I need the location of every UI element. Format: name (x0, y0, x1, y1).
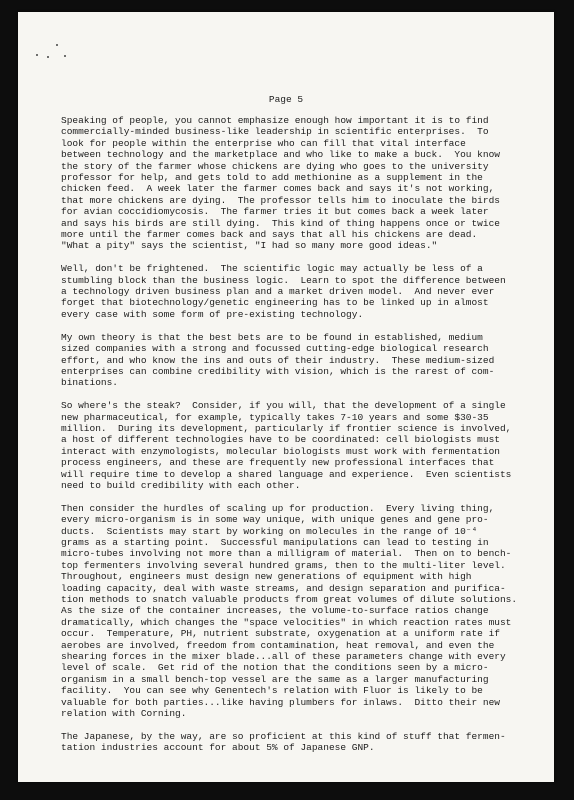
text-line: more until the farmer comes back and says that all his chickens are dead. (61, 229, 478, 241)
text-line: enterprises can combine credibility with vision, which is the rarest of com- (61, 365, 495, 377)
paragraph (61, 503, 521, 720)
text-line: Then consider the hurdles of scaling up for production. Every living thing, (61, 502, 495, 514)
text-line: stumbling block than the business logic. Learn to spot the difference between (61, 274, 506, 286)
text-line: effort, and who know the ins and outs of their industry. These medium-sized (61, 354, 495, 366)
text-line: tion methods to snatch valuable products from great volumes of dilute solutions. (61, 594, 518, 605)
text-line: the story of the farmer whose chickens are dying who goes to the university (61, 160, 489, 172)
text-line: shearing forces in the mixer blade...all of these parameters change with every (61, 651, 506, 663)
text-line: need to build credibility with each other. (61, 479, 301, 491)
text-line: new pharmaceutical, for example, typically takes 7-10 years and some $30-35 (61, 411, 489, 423)
text-line: for avian coccidiomycosis. The farmer tries it but comes back a week later (61, 206, 489, 218)
text-line: Speaking of people, you cannot emphasize enough how important it is to find (61, 115, 489, 126)
document-page (18, 12, 554, 782)
text-line: interact with enzymologists, molecular biologists must work with fermentation (61, 445, 500, 457)
text-line: chicken feed. A week later the farmer comes back and says it's not working, (61, 183, 495, 195)
text-line: As the size of the container increases, the volume-to-surface ratios change (61, 605, 489, 617)
text-line: binations. (61, 377, 119, 389)
paragraph (61, 400, 521, 491)
text-line: that more chickens are dying. The professor tells him to inoculate the birds (61, 194, 500, 206)
text-line: commercially-minded business-like leadership in scientific enterprises. To (61, 126, 489, 138)
text-line: dramatically, which changes the "space velocities" in which reaction rates must (61, 616, 512, 628)
text-line: professor for help, and gets told to add methionine as a supplement in the (61, 172, 483, 184)
text-line: will require time to develop a shared language and experience. Even scientists (61, 468, 512, 480)
paragraph (61, 115, 521, 252)
paragraph (61, 332, 521, 389)
speck (64, 55, 66, 57)
text-line: tation industries account for about 5% of Japanese GNP. (61, 742, 375, 754)
text-line: micro-tubes involving not more than a milligram of material. Then on to bench- (61, 548, 512, 560)
body-text (61, 115, 521, 765)
text-line: aerobes are involved, freedom from contamination, heat removal, and even the (61, 639, 495, 651)
text-line: grams as a starting point. Successful manipulations can lead to testing in (61, 536, 489, 548)
text-line: occur. Temperature, PH, nutrient substrate, oxygenation at a uniform rate if (61, 628, 500, 640)
text-line: My own theory is that the best bets are to be found in established, medium (61, 331, 483, 343)
text-line: sized companies with a strong and focussed cutting-edge biological research (61, 343, 489, 355)
text-line: look for people within the enterprise who can fill that vital interface (61, 137, 466, 149)
text-line: ducts. Scientists may start by working on molecules in the range of 10⁻⁴ (61, 525, 478, 537)
text-line: Well, don't be frightened. The scientific logic may actually be less of a (61, 263, 483, 275)
text-line: between technology and the marketplace and who like to make a buck. You know (61, 149, 500, 161)
speck (56, 44, 58, 46)
text-line: loading capacity, deal with waste streams, and design separation and purifica- (61, 582, 506, 594)
text-line: "What a pity" says the scientist, "I had so many more good ideas." (61, 240, 438, 252)
paragraph (61, 263, 521, 320)
paragraph (61, 731, 521, 754)
text-line: a host of different technologies have to be coordinated: cell biologists must (61, 434, 500, 446)
speck (36, 54, 38, 56)
text-line: forget that biotechnology/genetic engineering has to be linked up in almost (61, 297, 489, 309)
text-line: top fermenters involving several hundred grams, then to the multi-liter level. (61, 559, 506, 571)
text-line: every case with some form of pre-existing technology. (61, 308, 364, 320)
text-line: and says his birds are still dying. This kind of thing happens once or twice (61, 217, 500, 229)
text-line: So where's the steak? Consider, if you will, that the development of a single (61, 400, 506, 412)
text-line: The Japanese, by the way, are so proficient at this kind of stuff that fermen- (61, 730, 506, 742)
page-number: Page 5 (268, 94, 304, 105)
text-line: a technology driven business plan and a market driven model. And never ever (61, 286, 495, 298)
text-line: Throughout, engineers must design new generations of equipment with high (61, 571, 472, 583)
speck (47, 56, 49, 58)
text-line: facility. You can see why Genentech's relation with Fluor is likely to be (61, 685, 483, 697)
text-line: million. During its development, particularly if frontier science is involved, (61, 422, 512, 434)
text-line: organism in a small bench-top vessel are the same as a larger manufacturing (61, 673, 489, 685)
text-line: relation with Corning. (61, 708, 187, 720)
text-line: every micro-organism is in some way unique, with unique genes and gene pro- (61, 514, 489, 526)
text-line: valuable for both parties...like having plumbers for inlaws. Ditto their new (61, 696, 500, 708)
text-line: level of scale. Get rid of the notion that the conditions seen by a micro- (61, 662, 489, 674)
text-line: process engineers, and these are frequently new professional interfaces that (61, 457, 495, 469)
